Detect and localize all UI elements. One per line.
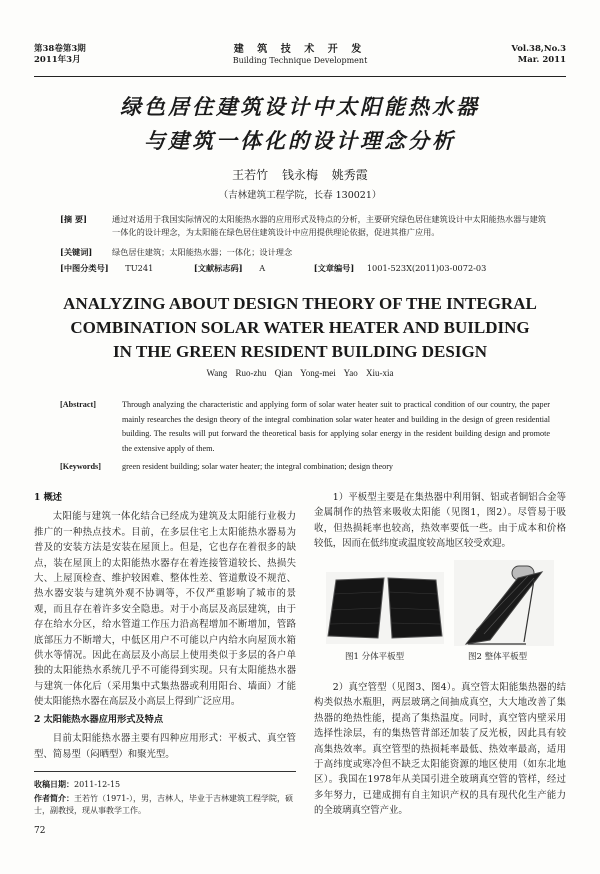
clc-value: TU241: [125, 263, 154, 273]
authors-cn: 王若竹 钱永梅 姚秀霞: [232, 168, 368, 182]
flat-plate-paragraph: 1）平板型主要是在集热器中利用铜、铝或者铜铝合金等金属制作的热管来吸收太阳能（见图1，图2）。尽管易于吸收，但热损耗率也较高，热效率要低一些。由于成本和价格较低，因而在低纬度或温度较高地区较受欢迎。: [314, 492, 566, 550]
paper-title-en: [40, 292, 560, 364]
doc-code-value: A: [259, 263, 266, 273]
keywords-en: [60, 460, 550, 475]
paper-title-cn: [30, 90, 570, 158]
header-date: 2011年3月: [34, 55, 81, 65]
classification-row: [60, 262, 550, 275]
article-no-value: 1001-523X(2011)03-0072-03: [366, 263, 487, 273]
footnote: [34, 771, 296, 818]
clc-label: [中图分类号]: [60, 263, 109, 273]
section-2-paragraph: 目前太阳能热水器主要有四种应用形式：平板式、真空管型、简易型（闷晒型）和聚光型。: [34, 733, 296, 760]
figure-2-caption: 图2 整体平板型: [468, 652, 528, 662]
affiliation-cn: （吉林建筑工程学院，长春 130021）: [218, 190, 382, 201]
right-column-bottom: [314, 680, 566, 819]
keywords-cn-label: [关键词]: [60, 247, 93, 257]
abstract-cn: [60, 213, 550, 239]
journal-name-en: Building Technique Development: [232, 56, 368, 65]
author-bio-label: 作者简介：: [34, 792, 74, 803]
abstract-en: [60, 398, 550, 456]
page-number: 72: [34, 826, 46, 836]
received-date: 2011-12-15: [74, 780, 121, 789]
title-cn-line-1: 绿色居住建筑设计中太阳能热水器: [120, 94, 480, 119]
received-label: 收稿日期：: [34, 779, 74, 789]
section-1-paragraph: 太阳能与建筑一体化结合已经成为建筑及太阳能行业极力推广的一种热点技术。目前，在多层住宅上太阳能热水器易为普及的安装方法是安装在屋顶上。但是，它也存在着很多的缺点，装在屋顶上的太阳能热水器存在着连接管道较长、热损失大、上屋顶检查、维护较困难、整体性差、管道敷设不规范、热水器安装与建筑外观不协调等，不仅严重影响了城市的景观，而且存在着许多安全隐患。对于小高层及高层建筑，由于存在给水分区，给水管道工作压力沿高程增加不断增加，管路底部压力不断增大，中低区用户不可能以户内给水向屋顶水箱供水等情况。因此在高层及小高层上使用类似于多层的各户单独的太阳能热水系统几乎不可能得到实现。只有太阳能热水器与建筑一体化后（采用集中式集热器或利用阳台、墙面）才能使太阳能热水器在高层及小高层上得到广泛应用。: [34, 511, 296, 708]
running-header: [34, 30, 566, 76]
figure-1-caption: 图1 分体平板型: [345, 652, 405, 662]
vacuum-tube-paragraph: 2）真空管型（见图3、图4）。真空管太阳能集热器的结构类似热水瓶胆，两层玻璃之间抽成真空，大大地改善了集热器的绝热性能，提高了集热温度。同时，真空管内壁采用选择性涂层，有的集热管背部还加装了反光板，因此具有较高集热效率。真空管型的热损耗率最低、热效率最高，适用于高纬度或寒冷但不缺乏太阳能资源的地区使用（如东北地区）。我国在1978年从美国引进全玻璃真空管的管样，经过多年努力，已建成拥有自主知识产权的具有现代化生产能力的全玻璃真空管产业。: [314, 682, 566, 817]
header-rule: [34, 76, 566, 77]
right-column-top: [314, 490, 566, 570]
figure-1-split-flat-plate: [326, 572, 444, 644]
header-volume-issue: 第38卷第3期: [34, 44, 86, 54]
article-no-label: [文章编号]: [313, 263, 355, 273]
keywords-en-label: [Keywords]: [60, 462, 101, 471]
doc-code-label: [文献标志码]: [193, 263, 243, 273]
keywords-cn: [60, 246, 550, 259]
title-en-line-3: IN THE GREEN RESIDENT BUILDING DESIGN: [113, 342, 487, 361]
title-cn-line-2: 与建筑一体化的设计理念分析: [144, 128, 456, 153]
header-month: Mar. 2011: [517, 55, 566, 65]
journal-name-cn: 建 筑 技 术 开 发: [233, 44, 367, 55]
abstract-en-text: Through analyzing the characteristic and applying form of solar water heater suit to practical condition of our country, the paper mainly researches the design theory of the integral combination solar water heater and building in the design of green residential building. The results will put forward the theoretical basis for applying solar energy in the resident building design and promote the extensive apply of them.: [122, 400, 550, 453]
title-en-line-1: ANALYZING ABOUT DESIGN THEORY OF THE INTEGRAL: [63, 294, 537, 313]
section-2-heading: 2 太阳能热水器应用形式及特点: [34, 713, 164, 725]
footnote-author: [34, 792, 296, 818]
abstract-en-label: [Abstract]: [60, 400, 96, 409]
section-1-heading: 1 概述: [34, 492, 62, 503]
header-vol-no: Vol.38,No.3: [511, 44, 566, 54]
figure-2-integral-flat-plate: [454, 560, 554, 646]
left-column: [34, 490, 296, 762]
header-journal: [34, 44, 566, 66]
authors-en: Wang Ruo-zhu Qian Yong-mei Yao Xiu-xia: [206, 368, 394, 378]
author-bio-text: 王若竹（1971-），男，吉林人，毕业于吉林建筑工程学院，硕士，副教授，现从事教学工作。: [34, 793, 294, 815]
keywords-en-text: green resident building; solar water heater; the integral combination; design theory: [122, 462, 394, 471]
abstract-cn-label: [摘 要]: [60, 214, 87, 224]
footnote-received: [34, 778, 296, 792]
title-en-line-2: COMBINATION SOLAR WATER HEATER AND BUILDING: [70, 318, 530, 337]
header-vol-en: [511, 44, 566, 66]
keywords-cn-text: 绿色居住建筑；太阳能热水器；一体化；设计理念: [112, 247, 293, 257]
abstract-cn-text: 通过对适用于我国实际情况的太阳能热水器的应用形式及特点的分析，主要研究绿色居住建筑设计中太阳能热水器与建筑一体化的设计理念，为太阳能在绿色居住建筑设计中应用提供理论依据，促进其推广应用。: [112, 214, 546, 237]
